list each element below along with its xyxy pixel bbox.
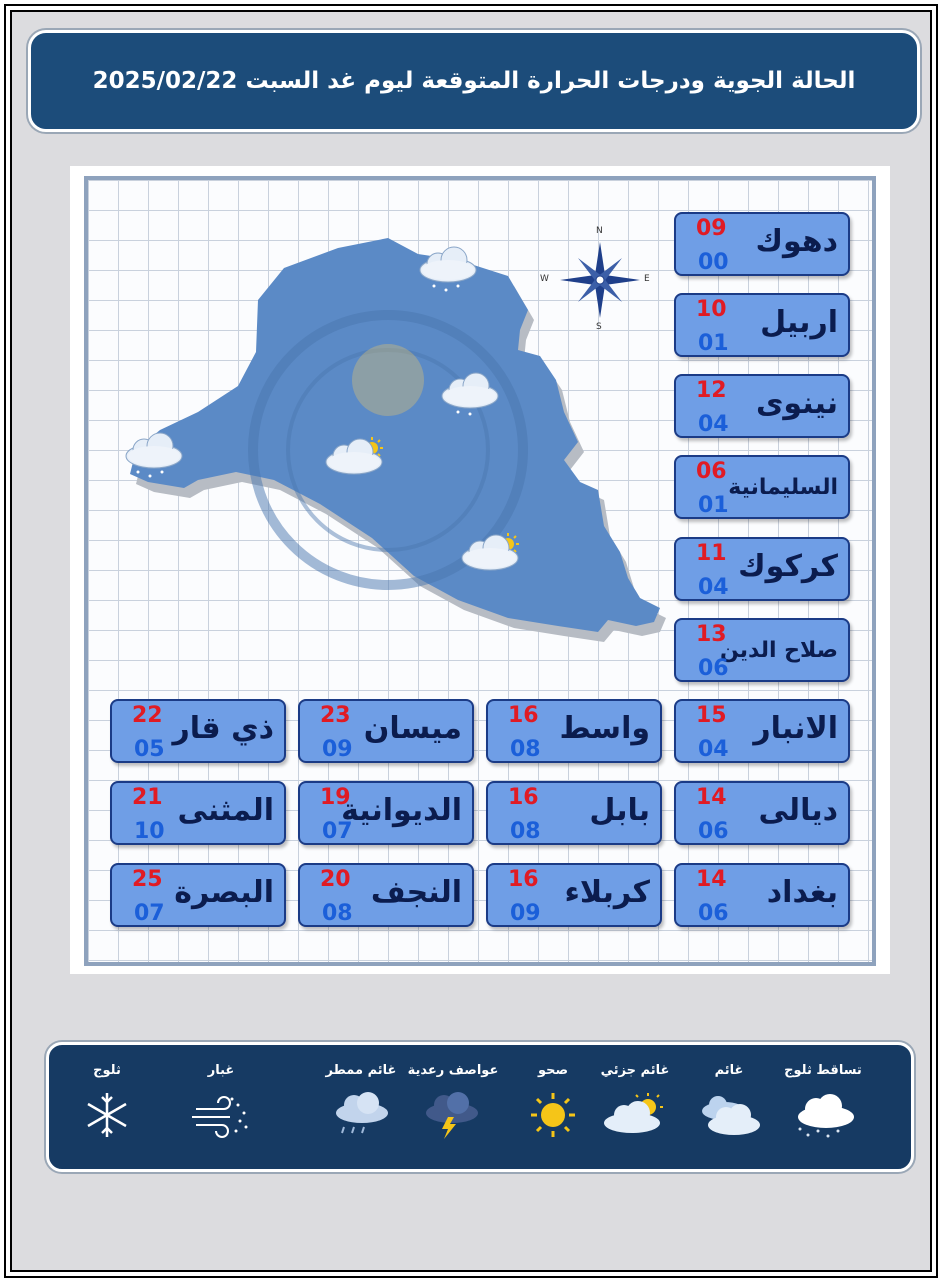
min-temp: 08 — [322, 901, 353, 926]
city-card-diwaniyah — [298, 781, 474, 845]
city-name: الديوانية — [341, 793, 462, 828]
max-temp: 14 — [696, 867, 727, 892]
city-name: المثنى — [177, 793, 274, 828]
max-temp: 11 — [696, 541, 727, 566]
city-card-nineveh — [674, 374, 850, 438]
dust-icon — [186, 1091, 256, 1141]
compass-s-label: S — [596, 322, 602, 332]
max-temp: 09 — [696, 216, 727, 241]
city-card-muthanna — [110, 781, 286, 845]
legend-item-cloudy — [679, 1063, 779, 1141]
city-card-kirkuk — [674, 537, 850, 601]
min-temp: 10 — [134, 819, 165, 844]
thunderstorm-icon — [418, 1091, 488, 1141]
sunny-icon — [518, 1091, 588, 1141]
city-card-dhiqar — [110, 699, 286, 763]
city-name: كركوك — [738, 549, 838, 584]
min-temp: 05 — [134, 737, 165, 762]
city-card-karbala — [486, 863, 662, 927]
city-name: ديالى — [758, 793, 838, 828]
city-card-diyala — [674, 781, 850, 845]
city-card-baghdad — [674, 863, 850, 927]
city-card-anbar — [674, 699, 850, 763]
legend-label: تساقط ثلوج — [784, 1063, 862, 1078]
legend-item-snowfall — [773, 1063, 873, 1141]
city-name: البصرة — [174, 875, 274, 910]
min-temp: 00 — [698, 250, 729, 275]
city-name: ذي قار — [172, 711, 274, 746]
city-name: دهوك — [755, 224, 838, 259]
city-name: صلاح الدين — [719, 638, 838, 663]
max-temp: 16 — [508, 703, 539, 728]
city-name: اربيل — [760, 305, 838, 340]
city-card-babil — [486, 781, 662, 845]
legend-label: غائم — [714, 1063, 744, 1078]
min-temp: 07 — [322, 819, 353, 844]
city-name: السليمانية — [728, 475, 838, 500]
city-card-salahaddin — [674, 618, 850, 682]
legend-item-thunderstorm — [403, 1063, 503, 1141]
legend-label: صحو — [537, 1063, 569, 1078]
city-card-wasit — [486, 699, 662, 763]
compass-n-label: N — [596, 226, 603, 236]
city-card-duhok — [674, 212, 850, 276]
city-name: واسط — [559, 711, 650, 746]
legend-label: ثلوج — [93, 1063, 121, 1078]
legend-item-snow — [57, 1063, 157, 1141]
max-temp: 15 — [696, 703, 727, 728]
min-temp: 06 — [698, 656, 729, 681]
legend-item-dust — [171, 1063, 271, 1141]
legend-label: غائم جزئي — [600, 1063, 670, 1078]
max-temp: 23 — [320, 703, 351, 728]
compass-e-label: E — [644, 274, 650, 284]
legend-label: غبار — [207, 1063, 235, 1078]
min-temp: 04 — [698, 575, 729, 600]
min-temp: 04 — [698, 412, 729, 437]
min-temp: 08 — [510, 737, 541, 762]
legend-item-sunny — [503, 1063, 603, 1141]
min-temp: 07 — [134, 901, 165, 926]
partly-cloudy-icon — [600, 1091, 670, 1141]
max-temp: 19 — [320, 785, 351, 810]
min-temp: 01 — [698, 331, 729, 356]
city-card-erbil — [674, 293, 850, 357]
min-temp: 01 — [698, 493, 729, 518]
rainy-cloud-icon — [326, 1091, 396, 1141]
max-temp: 13 — [696, 622, 727, 647]
min-temp: 06 — [698, 819, 729, 844]
max-temp: 12 — [696, 378, 727, 403]
min-temp: 04 — [698, 737, 729, 762]
city-name: الانبار — [753, 711, 838, 746]
min-temp: 09 — [322, 737, 353, 762]
legend-label: غائم ممطر — [325, 1063, 397, 1078]
max-temp: 20 — [320, 867, 351, 892]
compass-w-label: W — [540, 274, 549, 284]
city-name: بغداد — [766, 875, 838, 910]
max-temp: 06 — [696, 459, 727, 484]
max-temp: 14 — [696, 785, 727, 810]
city-card-sulaymaniyah — [674, 455, 850, 519]
max-temp: 16 — [508, 867, 539, 892]
max-temp: 22 — [132, 703, 163, 728]
header-banner — [28, 30, 920, 132]
legend-label: عواصف رعدية — [407, 1063, 499, 1078]
max-temp: 25 — [132, 867, 163, 892]
snowflake-icon — [72, 1091, 142, 1141]
min-temp: 09 — [510, 901, 541, 926]
max-temp: 21 — [132, 785, 163, 810]
cloudy-icon — [694, 1091, 764, 1141]
legend-item-rainy — [311, 1063, 411, 1141]
compass-rose-icon — [560, 242, 640, 318]
city-name: النجف — [370, 875, 462, 910]
snowfall-cloud-icon — [788, 1091, 858, 1141]
page-title: الحالة الجوية ودرجات الحرارة المتوقعة ليوم غد السبت 2025/02/22 — [92, 68, 856, 94]
city-name: كربلاء — [564, 875, 650, 910]
city-name: بابل — [589, 793, 650, 828]
city-name: ميسان — [363, 711, 462, 746]
max-temp: 16 — [508, 785, 539, 810]
city-card-basra — [110, 863, 286, 927]
city-card-najaf — [298, 863, 474, 927]
min-temp: 08 — [510, 819, 541, 844]
max-temp: 10 — [696, 297, 727, 322]
min-temp: 06 — [698, 901, 729, 926]
city-card-maysan — [298, 699, 474, 763]
city-name: نينوى — [755, 386, 838, 421]
weather-legend — [46, 1042, 914, 1172]
